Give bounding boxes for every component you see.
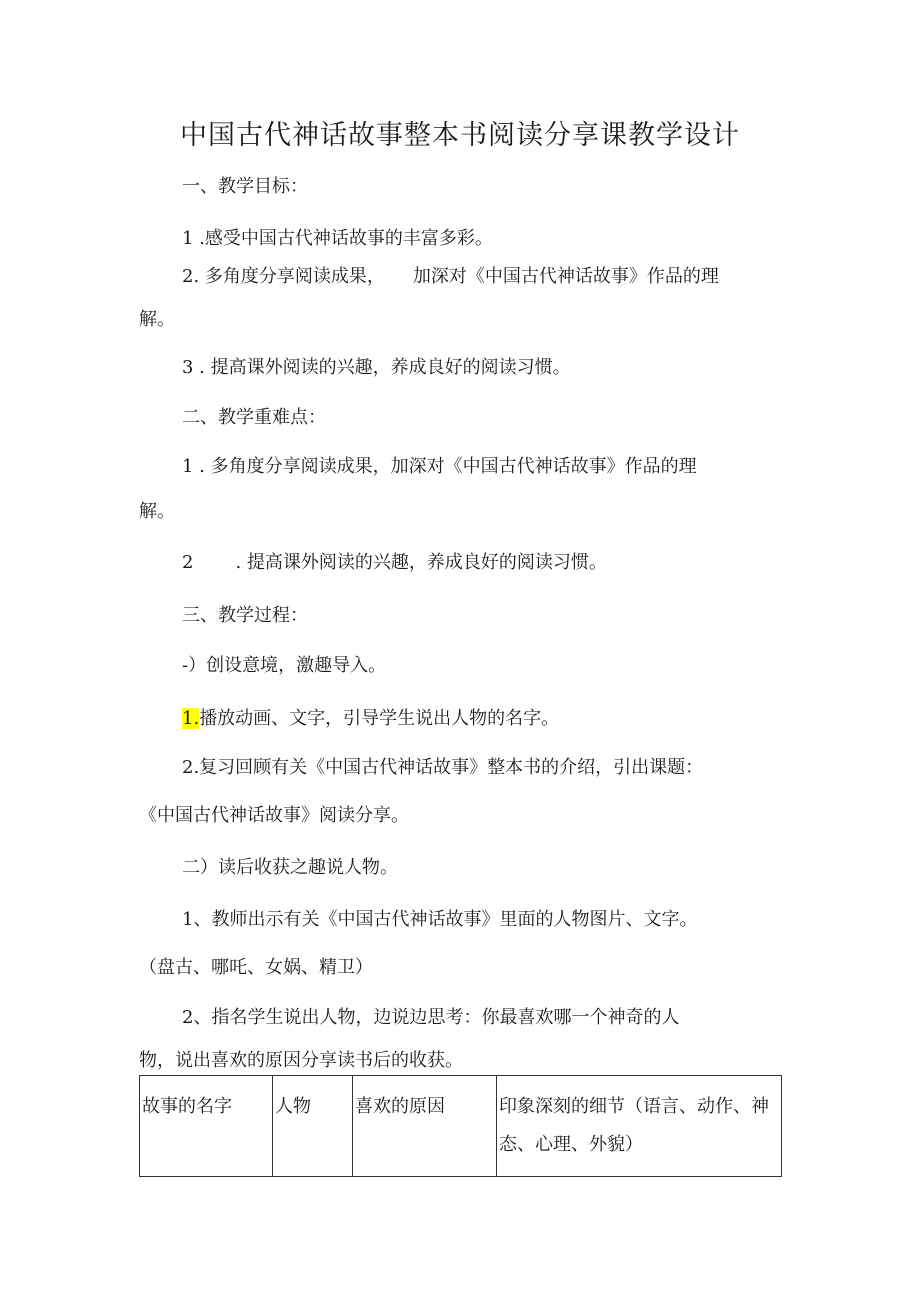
header-story-name: 故事的名字 (140, 1076, 273, 1177)
header-reason: 喜欢的原因 (353, 1076, 497, 1177)
step-1-item-2: 2.复习回顾有关《中国古代神话故事》整本书的介绍，引出课题： (182, 757, 704, 778)
step-1-item-1-text: 播放动画、文字，引导学生说出人物的名字。 (199, 708, 560, 729)
goal-3: 3 . 提高课外阅读的兴趣，养成良好的阅读习惯。 (182, 357, 571, 378)
document-title: 中国古代神话故事整本书阅读分享课教学设计 (180, 120, 740, 151)
step-2-heading: 二）读后收获之趣说人物。 (182, 857, 398, 878)
step-2-item-1-continuation: （盘古、哪吒、女娲、精卫） (139, 957, 373, 978)
keypoint-2-line (182, 548, 607, 578)
goal-2-part-a: 2. 多角度分享阅读成果， (182, 266, 385, 287)
step-1-item-1-line (182, 704, 559, 734)
process-heading: 三、教学过程： (182, 605, 308, 626)
table-header-row (140, 1076, 782, 1177)
reading-share-table (139, 1075, 782, 1177)
goal-2-continuation: 解。 (139, 309, 175, 330)
keypoint-1-continuation: 解。 (139, 501, 175, 522)
keypoint-1: 1 . 多角度分享阅读成果，加深对《中国古代神话故事》作品的理 (182, 456, 697, 477)
header-details: 印象深刻的细节（语言、动作、神态、心理、外貌） (497, 1076, 782, 1177)
goal-2-part-b: 加深对《中国古代神话故事》作品的理 (412, 266, 719, 287)
header-character: 人物 (273, 1076, 353, 1177)
step-1-item-1-number: 1. (182, 708, 200, 729)
step-1-item-2-continuation: 《中国古代神话故事》阅读分享。 (139, 805, 409, 826)
goal-2-line (182, 262, 719, 292)
step-2-item-1: 1、教师出示有关《中国古代神话故事》里面的人物图片、文字。 (182, 909, 698, 930)
step-2-item-2: 2、指名学生说出人物，边说边思考：你最喜欢哪一个神奇的人 (182, 1007, 680, 1028)
keypoint-2-text: . 提高课外阅读的兴趣，养成良好的阅读习惯。 (235, 552, 607, 573)
goal-1: 1 .感受中国古代神话故事的丰富多彩。 (182, 228, 493, 249)
goals-heading: 一、教学目标： (182, 176, 308, 197)
keypoints-heading: 二、教学重难点： (182, 407, 326, 428)
keypoint-2-number: 2 (182, 552, 194, 573)
step-1-heading: -）创设意境，激趣导入。 (182, 655, 387, 676)
step-2-item-2-continuation: 物，说出喜欢的原因分享读书后的收获。 (139, 1050, 463, 1071)
